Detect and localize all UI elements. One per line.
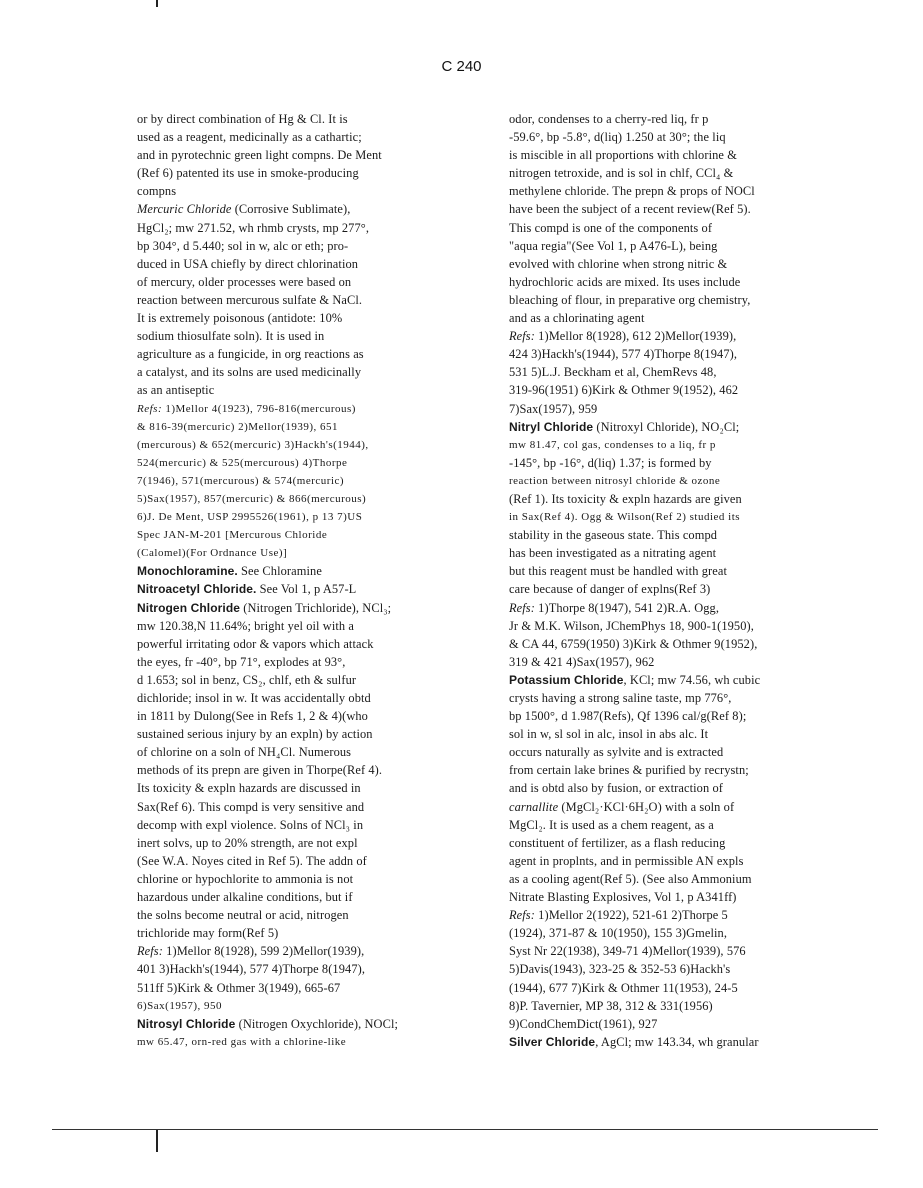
line-text: decomp with expl violence. Solns of NCl₃ in <box>137 817 364 832</box>
line-text: See Vol 1, p A57-L <box>256 582 357 597</box>
page-number: C 240 <box>441 58 482 75</box>
line-text: (Calomel)(For Ordnance Use)] <box>137 547 288 560</box>
line-text: 531 5)L.J. Beckham et al, ChemRevs 48, <box>509 365 717 380</box>
right-column <box>509 110 855 1051</box>
margin-tick-top <box>156 0 158 7</box>
text-line <box>137 888 475 906</box>
line-text: Spec JAN-M-201 [Mercurous Chloride <box>137 529 328 542</box>
line-text: the solns become neutral or acid, nitrogen <box>137 908 349 923</box>
line-text: It is extremely poisonous (antidote: 10% <box>137 311 343 326</box>
text-line <box>509 146 855 164</box>
text-line <box>137 273 475 291</box>
line-text: have been the subject of a recent review(Ref 5). <box>509 202 751 217</box>
line-text: a catalyst, and its solns are used medicinally <box>137 365 362 380</box>
text-line <box>137 363 475 381</box>
line-text: trichloride may form(Ref 5) <box>137 926 279 941</box>
line-text: nitrogen tetroxide, and is sol in chlf, CCl₄ & <box>509 166 734 181</box>
text-line <box>509 689 855 707</box>
text-line <box>137 798 475 816</box>
line-text: is miscible in all proportions with chlorine & <box>509 148 737 163</box>
line-text: 319 & 421 4)Sax(1957), 962 <box>509 654 655 669</box>
text-line <box>137 327 475 345</box>
line-text: 1)Mellor 4(1923), 796-816(mercurous) <box>162 402 356 415</box>
text-line <box>509 562 855 580</box>
line-text: the eyes, fr -40°, bp 71°, explodes at 93°, <box>137 654 346 669</box>
line-text: methods of its prepn are given in Thorpe(Ref 4). <box>137 763 383 778</box>
left-column <box>137 110 475 1051</box>
line-text: 5)Davis(1943), 323-25 & 352-53 6)Hackh's <box>509 962 731 977</box>
entry-heading: Nitryl Chloride <box>509 419 594 434</box>
line-text: constituent of fertilizer, as a flash reducing <box>509 835 726 850</box>
line-text: (1924), 371-87 & 10(1950), 155 3)Gmelin, <box>509 926 728 941</box>
entry-heading: Potassium Chloride <box>509 672 624 687</box>
line-text: & CA 44, 6759(1950) 3)Kirk & Othmer 9(1952), <box>509 636 758 651</box>
text-line <box>137 544 475 562</box>
line-text: bp 1500°, d 1.987(Refs), Qf 1396 cal/g(Ref 8); <box>509 709 747 724</box>
text-line <box>509 237 855 255</box>
text-line <box>137 436 475 454</box>
line-text: Jr & M.K. Wilson, JChemPhys 18, 900-1(1950), <box>509 618 754 633</box>
text-line <box>509 834 855 852</box>
line-text: 424 3)Hackh's(1944), 577 4)Thorpe 8(1947), <box>509 347 738 362</box>
line-text: mw 65.47, orn-red gas with a chlorine-like <box>137 1035 347 1048</box>
line-text: (Ref 1). Its toxicity & expln hazards are given <box>509 491 742 506</box>
line-text: compns <box>137 184 177 199</box>
text-line <box>137 779 475 797</box>
line-text: and is obtd also by fusion, or extraction of <box>509 781 723 796</box>
line-text: -145°, bp -16°, d(liq) 1.37; is formed by <box>509 455 712 470</box>
text-line <box>509 472 855 490</box>
line-text: of mercury, older processes were based on <box>137 274 352 289</box>
text-line <box>137 146 475 164</box>
text-line <box>137 671 475 689</box>
line-text: See Chloramine <box>237 564 322 579</box>
text-line <box>137 960 475 978</box>
line-text: in Sax(Ref 4). Ogg & Wilson(Ref 2) studied its <box>509 511 741 524</box>
text-line <box>137 164 475 182</box>
text-line <box>509 490 855 508</box>
line-text: 1)Mellor 8(1928), 599 2)Mellor(1939), <box>162 944 365 959</box>
text-line <box>137 635 475 653</box>
text-line <box>137 526 475 544</box>
line-text: (Nitrogen Trichloride), NCl₃; <box>240 600 392 615</box>
text-line <box>509 870 855 888</box>
text-line <box>137 200 475 218</box>
line-text: mw 81.47, col gas, condenses to a liq, fr p <box>509 438 716 451</box>
line-text: Sax(Ref 6). This compd is very sensitive and <box>137 799 365 814</box>
text-line <box>509 454 855 472</box>
line-text: from certain lake brines & purified by recrystn; <box>509 763 749 778</box>
italic-term: Refs: <box>509 908 535 923</box>
text-line <box>137 291 475 309</box>
text-line <box>137 743 475 761</box>
line-text: and as a chlorinating agent <box>509 311 645 326</box>
text-line <box>509 779 855 797</box>
text-line <box>509 436 855 454</box>
text-line <box>137 1015 475 1033</box>
line-text: crysts having a strong saline taste, mp 776°, <box>509 691 732 705</box>
line-text: duced in USA chiefly by direct chlorination <box>137 256 359 271</box>
text-line <box>509 888 855 906</box>
text-line <box>509 418 855 436</box>
text-line <box>137 255 475 273</box>
line-text: (MgCl₂·KCl·6H₂O) with a soln of <box>558 799 735 814</box>
text-line <box>509 979 855 997</box>
line-text: reaction between nitrosyl chloride & ozone <box>509 474 721 487</box>
text-line <box>509 255 855 273</box>
line-text: agriculture as a fungicide, in org reactions as <box>137 347 364 362</box>
text-line <box>137 110 475 128</box>
line-text: (Nitroxyl Chloride), NO₂Cl; <box>593 419 740 434</box>
text-line <box>137 617 475 635</box>
text-line <box>509 960 855 978</box>
line-text: -59.6°, bp -5.8°, d(liq) 1.250 at 30°; the liq <box>509 130 726 145</box>
line-text: hazardous under alkaline conditions, but if <box>137 890 353 905</box>
text-line <box>137 381 475 399</box>
text-line <box>137 761 475 779</box>
text-line <box>137 490 475 508</box>
line-text: stability in the gaseous state. This compd <box>509 528 718 543</box>
line-text: , KCl; mw 74.56, wh cubic <box>623 672 761 687</box>
text-line <box>137 400 475 418</box>
text-line <box>509 291 855 309</box>
line-text: & 816-39(mercuric) 2)Mellor(1939), 651 <box>137 420 339 433</box>
text-line <box>137 182 475 200</box>
text-line <box>137 924 475 942</box>
text-line <box>509 635 855 653</box>
text-line <box>509 363 855 381</box>
line-text: bp 304°, d 5.440; sol in w, alc or eth; pro- <box>137 238 349 253</box>
text-line <box>137 834 475 852</box>
text-line <box>509 164 855 182</box>
line-text: care because of danger of explns(Ref 3) <box>509 582 711 597</box>
text-line <box>509 1015 855 1033</box>
line-text: (Corrosive Sublimate), <box>231 202 351 217</box>
text-line <box>509 852 855 870</box>
text-line <box>137 725 475 743</box>
text-line <box>137 689 475 707</box>
text-line <box>509 526 855 544</box>
text-line <box>509 200 855 218</box>
line-text: but this reagent must be handled with great <box>509 564 727 579</box>
text-line <box>509 906 855 924</box>
line-text: sodium thiosulfate soln). It is used in <box>137 329 325 344</box>
text-line <box>137 599 475 617</box>
line-text: 9)CondChemDict(1961), 927 <box>509 1016 658 1031</box>
text-line <box>509 707 855 725</box>
entry-heading: Nitrogen Chloride <box>137 600 241 615</box>
footer-rule <box>52 1129 878 1130</box>
text-line <box>137 128 475 146</box>
text-line <box>509 761 855 779</box>
text-line <box>137 852 475 870</box>
line-text: Syst Nr 22(1938), 349-71 4)Mellor(1939), 576 <box>509 944 746 959</box>
entry-heading: Nitroacetyl Chloride. <box>137 582 257 597</box>
entry-heading: Nitrosyl Chloride <box>137 1016 236 1031</box>
text-line <box>509 110 855 128</box>
text-line <box>137 906 475 924</box>
text-line <box>137 454 475 472</box>
text-line <box>137 979 475 997</box>
text-line <box>509 599 855 617</box>
line-text: 524(mercuric) & 525(mercurous) 4)Thorpe <box>137 456 348 469</box>
line-text: 319-96(1951) 6)Kirk & Othmer 9(1952), 462 <box>509 383 739 398</box>
line-text: agent in proplnts, and in permissible AN expls <box>509 853 744 868</box>
italic-term: Mercuric Chloride <box>137 202 232 217</box>
line-text: 1)Mellor 8(1928), 612 2)Mellor(1939), <box>534 329 737 344</box>
line-text: (Ref 6) patented its use in smoke-producing <box>137 166 359 181</box>
line-text: HgCl₂; mw 271.52, wh rhmb crysts, mp 277°, <box>137 220 370 235</box>
line-text: odor, condenses to a cherry-red liq, fr p <box>509 112 709 126</box>
line-text: as an antiseptic <box>137 383 215 398</box>
text-line <box>509 653 855 671</box>
line-text: (Nitrogen Oxychloride), NOCl; <box>235 1016 399 1031</box>
line-text: 8)P. Tavernier, MP 38, 312 & 331(1956) <box>509 998 713 1013</box>
line-text: 6)Sax(1957), 950 <box>137 999 222 1012</box>
text-line <box>137 580 475 598</box>
line-text: occurs naturally as sylvite and is extracted <box>509 745 724 760</box>
line-text: in 1811 by Dulong(See in Refs 1, 2 & 4)(who <box>137 709 368 724</box>
margin-tick-bottom <box>156 1130 158 1152</box>
text-line <box>137 816 475 834</box>
entry-heading: Silver Chloride <box>509 1034 596 1049</box>
line-text: of chlorine on a soln of NH₄Cl. Numerous <box>137 745 352 760</box>
line-text: chlorine or hypochlorite to ammonia is not <box>137 871 354 886</box>
text-line <box>509 400 855 418</box>
italic-term: Refs: <box>509 329 535 344</box>
line-text: powerful irritating odor & vapors which attack <box>137 636 374 651</box>
line-text: reaction between mercurous sulfate & NaCl. <box>137 292 363 307</box>
text-line <box>137 418 475 436</box>
line-text: "aqua regia"(See Vol 1, p A476-L), being <box>509 238 718 253</box>
line-text: 1)Mellor 2(1922), 521-61 2)Thorpe 5 <box>534 908 728 923</box>
line-text: Its toxicity & expln hazards are discussed in <box>137 781 361 796</box>
line-text: , AgCl; mw 143.34, wh granular <box>595 1034 759 1049</box>
text-line <box>509 816 855 834</box>
italic-term: Refs: <box>137 944 163 959</box>
line-text: as a cooling agent(Ref 5). (See also Ammonium <box>509 871 752 886</box>
text-line <box>137 345 475 363</box>
line-text: (See W.A. Noyes cited in Ref 5). The addn of <box>137 853 367 868</box>
line-text: inert solvs, up to 20% strength, are not expl <box>137 835 358 850</box>
line-text: 1)Thorpe 8(1947), 541 2)R.A. Ogg, <box>534 600 720 615</box>
italic-term: Refs: <box>137 402 163 415</box>
line-text: Nitrate Blasting Explosives, Vol 1, p A341ff) <box>509 890 737 905</box>
italic-term: Refs: <box>509 600 535 615</box>
line-text: dichloride; insol in w. It was accidentally obtd <box>137 691 371 705</box>
text-line <box>137 1033 475 1051</box>
text-line <box>509 309 855 327</box>
text-line <box>137 309 475 327</box>
text-line <box>509 327 855 345</box>
text-line <box>509 924 855 942</box>
text-line <box>509 725 855 743</box>
line-text: MgCl₂. It is used as a chem reagent, as a <box>509 817 714 832</box>
text-line <box>137 508 475 526</box>
line-text: 6)J. De Ment, USP 2995526(1961), p 13 7)US <box>137 511 363 524</box>
text-line <box>509 128 855 146</box>
line-text: sustained serious injury by an expln) by action <box>137 727 373 742</box>
text-line <box>509 1033 855 1051</box>
line-text: methylene chloride. The prepn & props of NOCl <box>509 184 755 199</box>
italic-term: carnallite <box>509 799 559 814</box>
text-line <box>137 562 475 580</box>
text-line <box>509 381 855 399</box>
line-text: (1944), 677 7)Kirk & Othmer 11(1953), 24-5 <box>509 980 738 995</box>
text-line <box>509 508 855 526</box>
text-line <box>137 997 475 1015</box>
text-line <box>509 219 855 237</box>
line-text: sol in w, sl sol in alc, insol in abs alc. It <box>509 727 709 742</box>
line-text: and in pyrotechnic green light compns. De Ment <box>137 148 382 163</box>
line-text: (mercurous) & 652(mercuric) 3)Hackh's(1944), <box>137 438 369 451</box>
text-line <box>137 219 475 237</box>
text-line <box>509 617 855 635</box>
line-text: 511ff 5)Kirk & Othmer 3(1949), 665-67 <box>137 980 341 995</box>
text-line <box>137 472 475 490</box>
text-line <box>509 997 855 1015</box>
line-text: evolved with chlorine when strong nitric & <box>509 256 728 271</box>
line-text: bleaching of flour, in preparative org chemistry, <box>509 292 751 307</box>
text-line <box>137 942 475 960</box>
text-line <box>137 653 475 671</box>
text-line <box>137 237 475 255</box>
line-text: 401 3)Hackh's(1944), 577 4)Thorpe 8(1947), <box>137 962 366 977</box>
text-line <box>509 798 855 816</box>
line-text: 5)Sax(1957), 857(mercuric) & 866(mercurous) <box>137 492 367 505</box>
text-line <box>509 942 855 960</box>
line-text: 7(1946), 571(mercurous) & 574(mercuric) <box>137 474 345 487</box>
line-text: 7)Sax(1957), 959 <box>509 401 598 416</box>
line-text: d 1.653; sol in benz, CS₂, chlf, eth & sulfur <box>137 672 357 687</box>
line-text: hydrochloric acids are mixed. Its uses include <box>509 274 741 289</box>
line-text: mw 120.38,N 11.64%; bright yel oil with a <box>137 618 355 633</box>
text-line <box>509 345 855 363</box>
text-line <box>509 544 855 562</box>
text-line <box>509 671 855 689</box>
entry-heading: Monochloramine. <box>137 564 238 579</box>
text-line <box>137 870 475 888</box>
line-text: used as a reagent, medicinally as a cathartic; <box>137 130 362 145</box>
text-line <box>509 273 855 291</box>
text-line <box>509 182 855 200</box>
text-line <box>137 707 475 725</box>
text-line <box>509 743 855 761</box>
line-text: or by direct combination of Hg & Cl. It is <box>137 112 348 126</box>
line-text: has been investigated as a nitrating agent <box>509 546 717 561</box>
text-line <box>509 580 855 598</box>
line-text: This compd is one of the components of <box>509 220 713 235</box>
